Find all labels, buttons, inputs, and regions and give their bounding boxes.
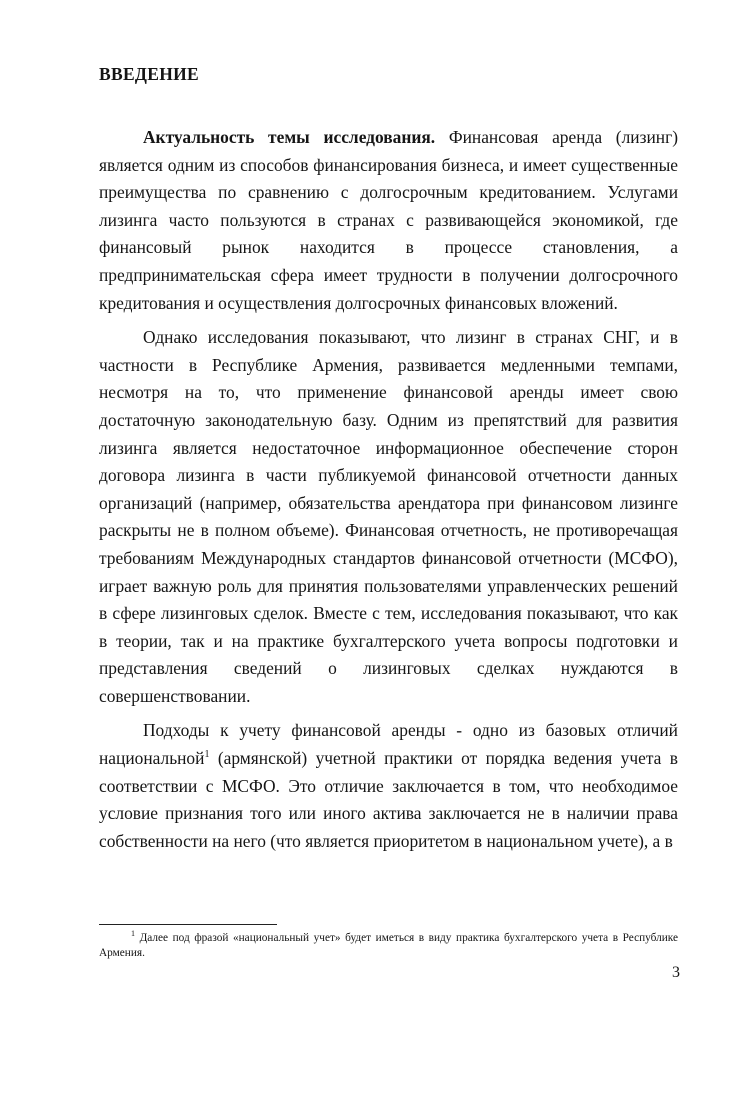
paragraph-text-before-mark: Подходы к учету финансовой аренды - одно из базовых отличий национальной — [99, 720, 678, 769]
paragraph-research: Однако исследования показывают, что лизинг в странах СНГ, и в частности в Республике Армения, развивается медленными темпами, несмотря на то, что применение финансовой аренды имеет свою достаточную законодательную базу. Одним из препятствий для развития лизинга является недостаточное информационное обеспечение сторон договора лизинга в части публикуемой финансовой отчетности данных организаций (например, обязательства арендатора при финансовом лизинге раскрыты не в полном объеме). Финансовая отчетность, не противоречащая требованиям Международных стандартов финансовой отчетности (МСФО), играет важную роль для принятия пользователями управленческих решений в сфере лизинговых сделок. Вместе с тем, исследования показывают, что как в теории, так и на практике бухгалтерского учета вопросы подготовки и представления сведений о лизинговых сделках нуждаются в совершенствовании. — [99, 327, 678, 706]
footnote-text: Далее под фразой «национальный учет» будет иметься в виду практика бухгалтерского учета в Республике Армения. — [99, 932, 678, 959]
page-heading: ВВЕДЕНИЕ — [99, 64, 200, 84]
footnote-reference: 1 — [204, 749, 210, 761]
paragraph-approaches — [99, 717, 678, 855]
footnote — [99, 931, 678, 961]
footnote-separator — [99, 924, 277, 925]
body-text — [99, 124, 678, 862]
page-number: 3 — [672, 964, 680, 981]
paragraph-lead-bold: Актуальность темы исследования. — [143, 127, 436, 147]
footnote-mark: 1 — [131, 929, 135, 938]
paragraph-text-after-mark: (армянской) учетной практики от порядка ведения учета в соответствии с МСФО. Это отличие заключается в том, что необходимое условие признания того или иного актива заключается не в наличии права собственности на него (что является приоритетом в национальном учете), а в — [99, 748, 678, 851]
paragraph-text: Финансовая аренда (лизинг) является одним из способов финансирования бизнеса, и имеет существенные преимущества по сравнению с долгосрочным кредитованием. Услугами лизинга часто пользуются в странах с развивающейся экономикой, где финансовый рынок находится в процессе становления, а предпринимательская сфера имеет трудности в получении долгосрочного кредитования и осуществления долгосрочных финансовых вложений. — [99, 127, 678, 313]
paragraph-relevance — [99, 124, 678, 317]
